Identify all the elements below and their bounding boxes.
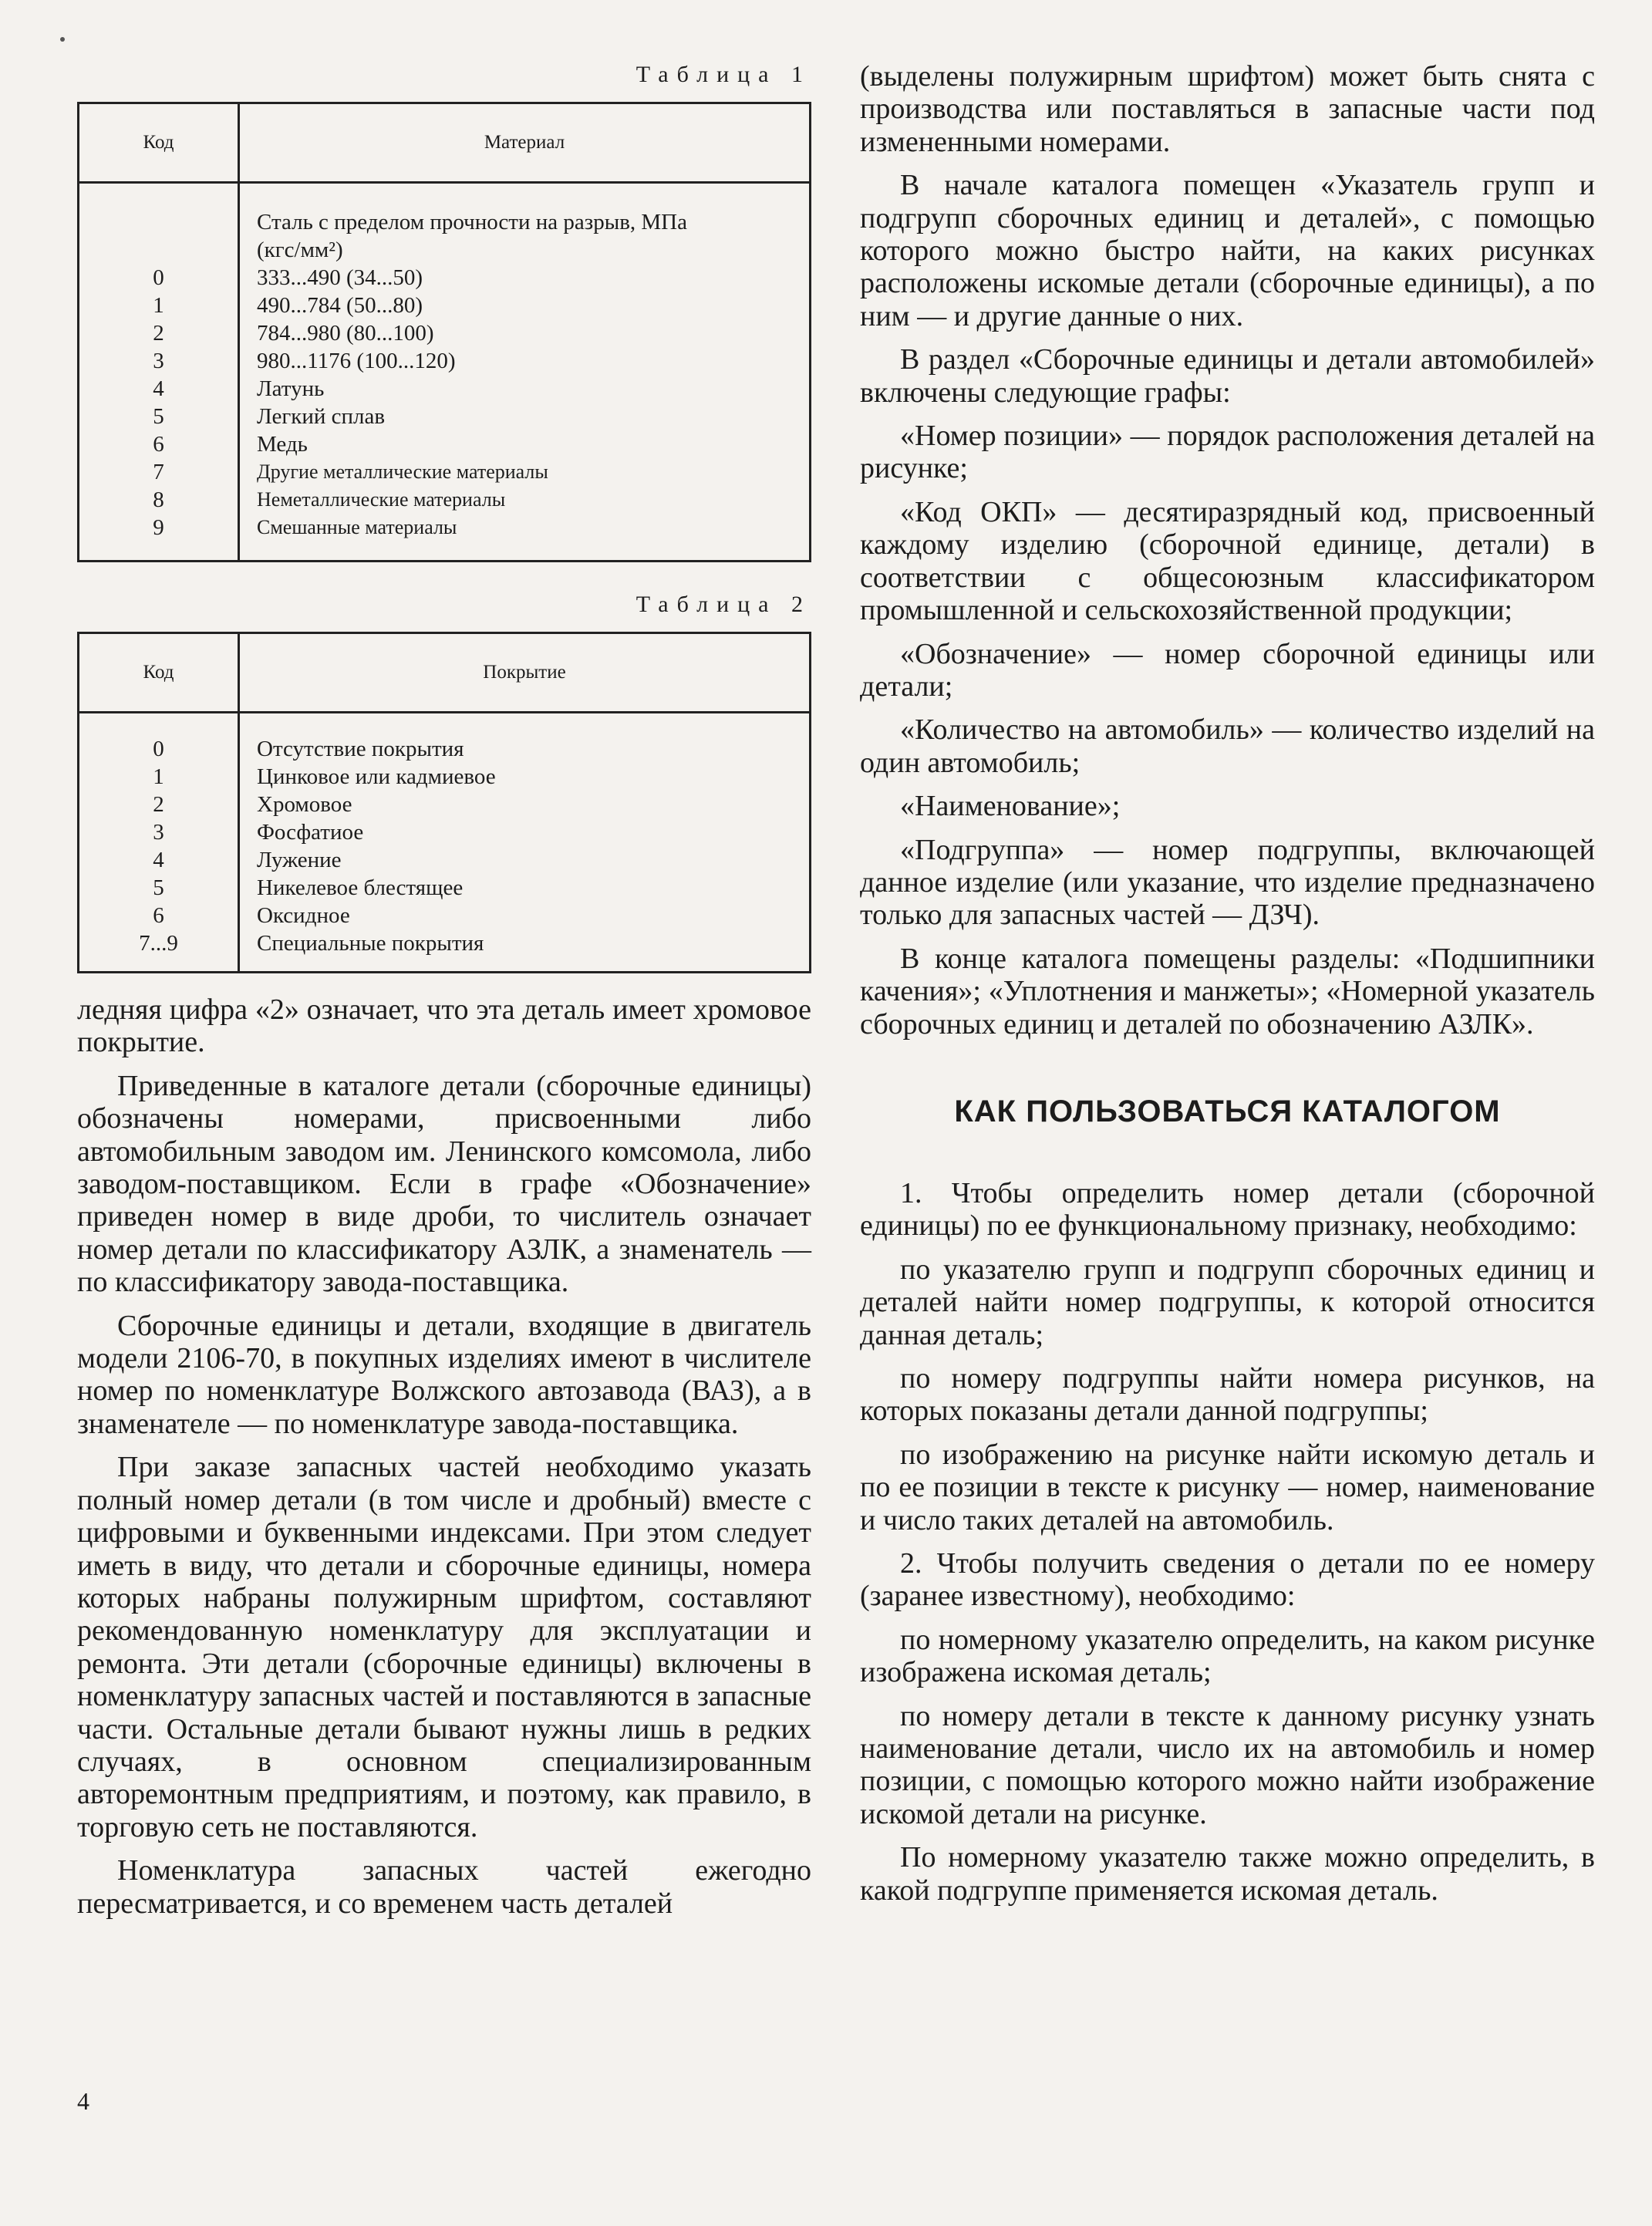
- paragraph: ледняя цифра «2» означает, что эта деталь имеет хромовое покрытие.: [77, 993, 811, 1059]
- table-row-material: Медь: [257, 432, 308, 457]
- table-row-coating: Оксидное: [257, 903, 350, 928]
- left-body-text: [77, 993, 811, 1920]
- table-row-code: 8: [153, 487, 164, 512]
- left-column: [77, 0, 811, 1920]
- table-row-code: 9: [153, 515, 164, 540]
- table-row-coating: Цинковое или кадмиевое: [257, 764, 496, 789]
- table2-code-cell: [79, 713, 239, 973]
- paragraph: по номеру подгруппы найти номера рисунков, на которых показаны детали данной подгруппы;: [860, 1362, 1595, 1428]
- table1-header-material: Материал: [239, 103, 811, 183]
- paragraph: 1. Чтобы определить номер детали (сборочной единицы) по ее функциональному признаку, необходимо:: [860, 1176, 1595, 1243]
- table-row-material: 333...490 (34...50): [257, 265, 423, 290]
- paragraph: по номерному указателю определить, на каком рисунке изображена искомая деталь;: [860, 1623, 1595, 1689]
- table1-code-cell: [79, 183, 239, 562]
- table-row-code: 0: [153, 737, 164, 761]
- page-number: 4: [77, 2087, 89, 2115]
- table-row-material: Смешанные материалы: [257, 516, 457, 538]
- table2-coating-cell: [239, 713, 811, 973]
- table-row-material: Неметаллические материалы: [257, 488, 506, 511]
- table-row-coating: Фосфатиое: [257, 820, 364, 845]
- paragraph: Приведенные в каталоге детали (сборочные единицы) обозначены номерами, присвоенными либо автомобильным заводом им. Ленинского комсомола, либо заводом-поставщиком. Если в графе «Обозначение» приведен номер в виде дроби, то числитель означает номер детали по классификатору АЗЛК, а знаменатель — по классификатору завода-поставщика.: [77, 1069, 811, 1299]
- table-row-coating: Специальные покрытия: [257, 931, 484, 956]
- howto-body-text: [860, 1177, 1595, 1907]
- table-row-code: 7...9: [139, 931, 178, 956]
- paragraph: «Подгруппа» — номер подгруппы, включающей данное изделие (или указание, что изделие предназначено только для запасных частей — ДЗЧ).: [860, 833, 1595, 932]
- paragraph: По номерному указателю также можно определить, в какой подгруппе применяется искомая деталь.: [860, 1841, 1595, 1907]
- table-row-coating: Хромовое: [257, 792, 352, 817]
- table-row-code: 6: [153, 432, 164, 457]
- table-row-material: Легкий сплав: [257, 404, 386, 429]
- table-row-code: 4: [153, 848, 164, 872]
- table-row-code: 3: [153, 820, 164, 845]
- table-row-material: 980...1176 (100...120): [257, 349, 456, 373]
- table2-caption: Таблица 2: [636, 592, 811, 617]
- table-row-material: 784...980 (80...100): [257, 321, 434, 346]
- materials-table-header: [79, 103, 811, 183]
- table-row-code: 2: [153, 792, 164, 817]
- table-row-code: 6: [153, 903, 164, 928]
- table-row-coating: Отсутствие покрытия: [257, 737, 464, 761]
- table-row-material: 490...784 (50...80): [257, 293, 423, 318]
- paragraph: 2. Чтобы получить сведения о детали по ее номеру (заранее известному), необходимо:: [860, 1547, 1595, 1613]
- table1-header-code: Код: [79, 103, 239, 183]
- table-row-code: 1: [153, 764, 164, 789]
- paragraph: При заказе запасных частей необходимо указать полный номер детали (в том числе и дробный) вместе с цифровыми и буквенными индексами. При этом следует иметь в виду, что детали и сборочные единицы, номера которых набраны полужирным шрифтом, составляют рекомендованную номенклатуру для эксплуатации и ремонта. Эти детали (сборочные единицы) включены в номенклатуру запасных частей и поставляются в запасные части. Остальные детали бывают нужны лишь в редких случаях, в основном специализированным авторемонтным предприятиям, и поэтому, как правило, в торговую сеть не поставляются.: [77, 1451, 811, 1843]
- table2-header-code: Код: [79, 633, 239, 713]
- paragraph: по номеру детали в тексте к данному рисунку узнать наименование детали, число их на автомобиль и номер позиции, с помощью которого можно найти изображение искомой детали на рисунке.: [860, 1699, 1595, 1830]
- paragraph: «Наименование»;: [900, 790, 1121, 823]
- right-body-text: [860, 60, 1595, 1040]
- table1-intro-line: Сталь с пределом прочности на разрыв, МПа: [257, 210, 687, 234]
- paragraph: В раздел «Сборочные единицы и детали автомобилей» включены следующие графы:: [860, 343, 1595, 409]
- table-row-code: 7: [153, 460, 164, 484]
- table1-intro-unit: (кгс/мм²): [257, 238, 343, 262]
- table-row-code: 0: [153, 265, 164, 290]
- coatings-table: [77, 632, 811, 973]
- table-row-code: 2: [153, 321, 164, 346]
- table-row-material: Латунь: [257, 376, 325, 401]
- scan-speck: [60, 37, 65, 42]
- coatings-table-header: [79, 633, 811, 713]
- right-column: [860, 0, 1595, 1907]
- materials-table-body: [79, 183, 811, 562]
- table-row-material: Другие металлические материалы: [257, 460, 548, 483]
- paragraph: Сборочные единицы и детали, входящие в двигатель модели 2106-70, в покупных изделиях имеют в числителе номер по номенклатуре Волжского автозавода (ВАЗ), а в знаменателе — по номенклатуре завода-поставщика.: [77, 1309, 811, 1440]
- paragraph: по изображению на рисунке найти искомую деталь и по ее позиции в тексте к рисунку — номер, наименование и число таких деталей на автомобиль.: [860, 1438, 1595, 1536]
- table-row-coating: Лужение: [257, 848, 342, 872]
- table-row-code: 1: [153, 293, 164, 318]
- paragraph: «Код ОКП» — десятиразрядный код, присвоенный каждому изделию (сборочной единице, детали) в соответствии с общесоюзным классификатором промышленной и сельскохозяйственной продукции;: [860, 495, 1595, 627]
- paragraph: «Количество на автомобиль» — количество изделий на один автомобиль;: [860, 713, 1595, 779]
- table-row-code: 5: [153, 875, 164, 900]
- paragraph: В начале каталога помещен «Указатель групп и подгрупп сборочных единиц и деталей», с помощью которого можно быстро найти, на каких рисунках расположены искомые детали (сборочные единицы), а по ним — и другие данные о них.: [860, 169, 1595, 332]
- coatings-table-body: [79, 713, 811, 973]
- paragraph: по указателю групп и подгрупп сборочных единиц и деталей найти номер подгруппы, к которой относится данная деталь;: [860, 1253, 1595, 1351]
- table1-caption: Таблица 1: [636, 62, 811, 87]
- section-title: КАК ПОЛЬЗОВАТЬСЯ КАТАЛОГОМ: [954, 1094, 1501, 1128]
- paragraph: «Номер позиции» — порядок расположения деталей на рисунке;: [860, 420, 1595, 485]
- paragraph: (выделены полужирным шрифтом) может быть снята с производства или поставляться в запасные части под измененными номерами.: [860, 60, 1595, 158]
- table-row-code: 3: [153, 349, 164, 373]
- paragraph: «Обозначение» — номер сборочной единицы или детали;: [860, 637, 1595, 703]
- materials-table: [77, 102, 811, 562]
- table-row-code: 5: [153, 404, 164, 429]
- table-row-code: 4: [153, 376, 164, 401]
- table2-header-coating: Покрытие: [239, 633, 811, 713]
- table-row-coating: Никелевое блестящее: [257, 875, 464, 900]
- paragraph: Номенклатура запасных частей ежегодно пересматривается, и со временем часть деталей: [77, 1854, 811, 1920]
- table1-material-cell: [239, 183, 811, 562]
- paragraph: В конце каталога помещены разделы: «Подшипники качения»; «Уплотнения и манжеты»; «Номерной указатель сборочных единиц и деталей по обозначению АЗЛК».: [860, 942, 1595, 1040]
